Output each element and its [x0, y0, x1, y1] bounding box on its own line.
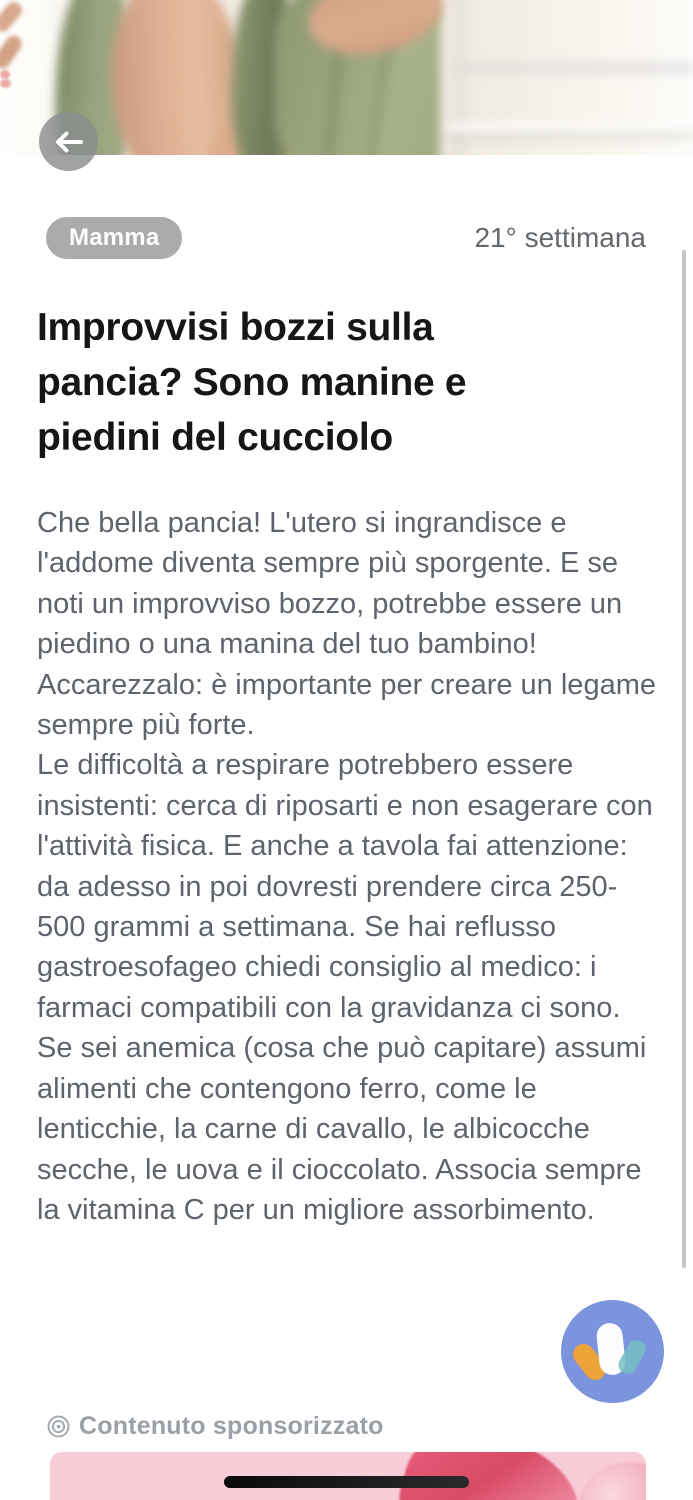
hero-photo-nail — [0, 70, 10, 79]
category-badge: Mamma — [46, 217, 182, 259]
article-paragraph: Le difficoltà a respirare potrebbero essere insistenti: cerca di riposarti e non esagerare con l'attività fisica. E anche a tavola fai attenzione: da adesso in poi dovresti prendere circa 250-500 grammi a settimana. Se hai reflusso gastroesofageo chiedi consiglio al medico: i farmaci compatibili con la gravidanza ci sono. Se sei anemica (cosa che può capitare) assumi alimenti che contengono ferro, come le lenticchie, la carne di cavallo, le albicocche secche, le uova e il cioccolato. Associa sempre la vitamina C per un migliore assorbimento. — [37, 749, 653, 1226]
arrow-left-icon — [52, 125, 86, 159]
hero-photo-window-sill — [448, 124, 693, 133]
back-button[interactable] — [39, 112, 98, 171]
hero-photo — [0, 0, 693, 155]
home-indicator[interactable] — [224, 1476, 469, 1488]
sponsored-label: Contenuto sponsorizzato — [79, 1412, 384, 1440]
balloon-image — [572, 1455, 646, 1500]
scrollbar-thumb[interactable] — [682, 250, 686, 1268]
hero-photo-nail — [0, 79, 11, 88]
hero-photo-window-blind — [455, 62, 693, 74]
assistant-fab[interactable] — [561, 1300, 664, 1403]
article — [37, 300, 656, 1230]
meta-row — [46, 217, 646, 259]
article-paragraph: Che bella pancia! L'utero si ingrandisce e l'addome diventa sempre più sporgente. E se noti un improvviso bozzo, potrebbe essere un piedino o una manina del tuo bambino! Accarezzalo: è importante per creare un legame sempre più forte. — [37, 507, 656, 742]
article-title: Improvvisi bozzi sulla pancia? Sono manine e piedini del cucciolo — [37, 306, 467, 459]
sponsored-label-row — [47, 1412, 384, 1441]
article-body — [37, 503, 656, 1230]
ad-disclosure-icon — [47, 1415, 70, 1438]
week-label: 21° settimana — [474, 222, 646, 253]
